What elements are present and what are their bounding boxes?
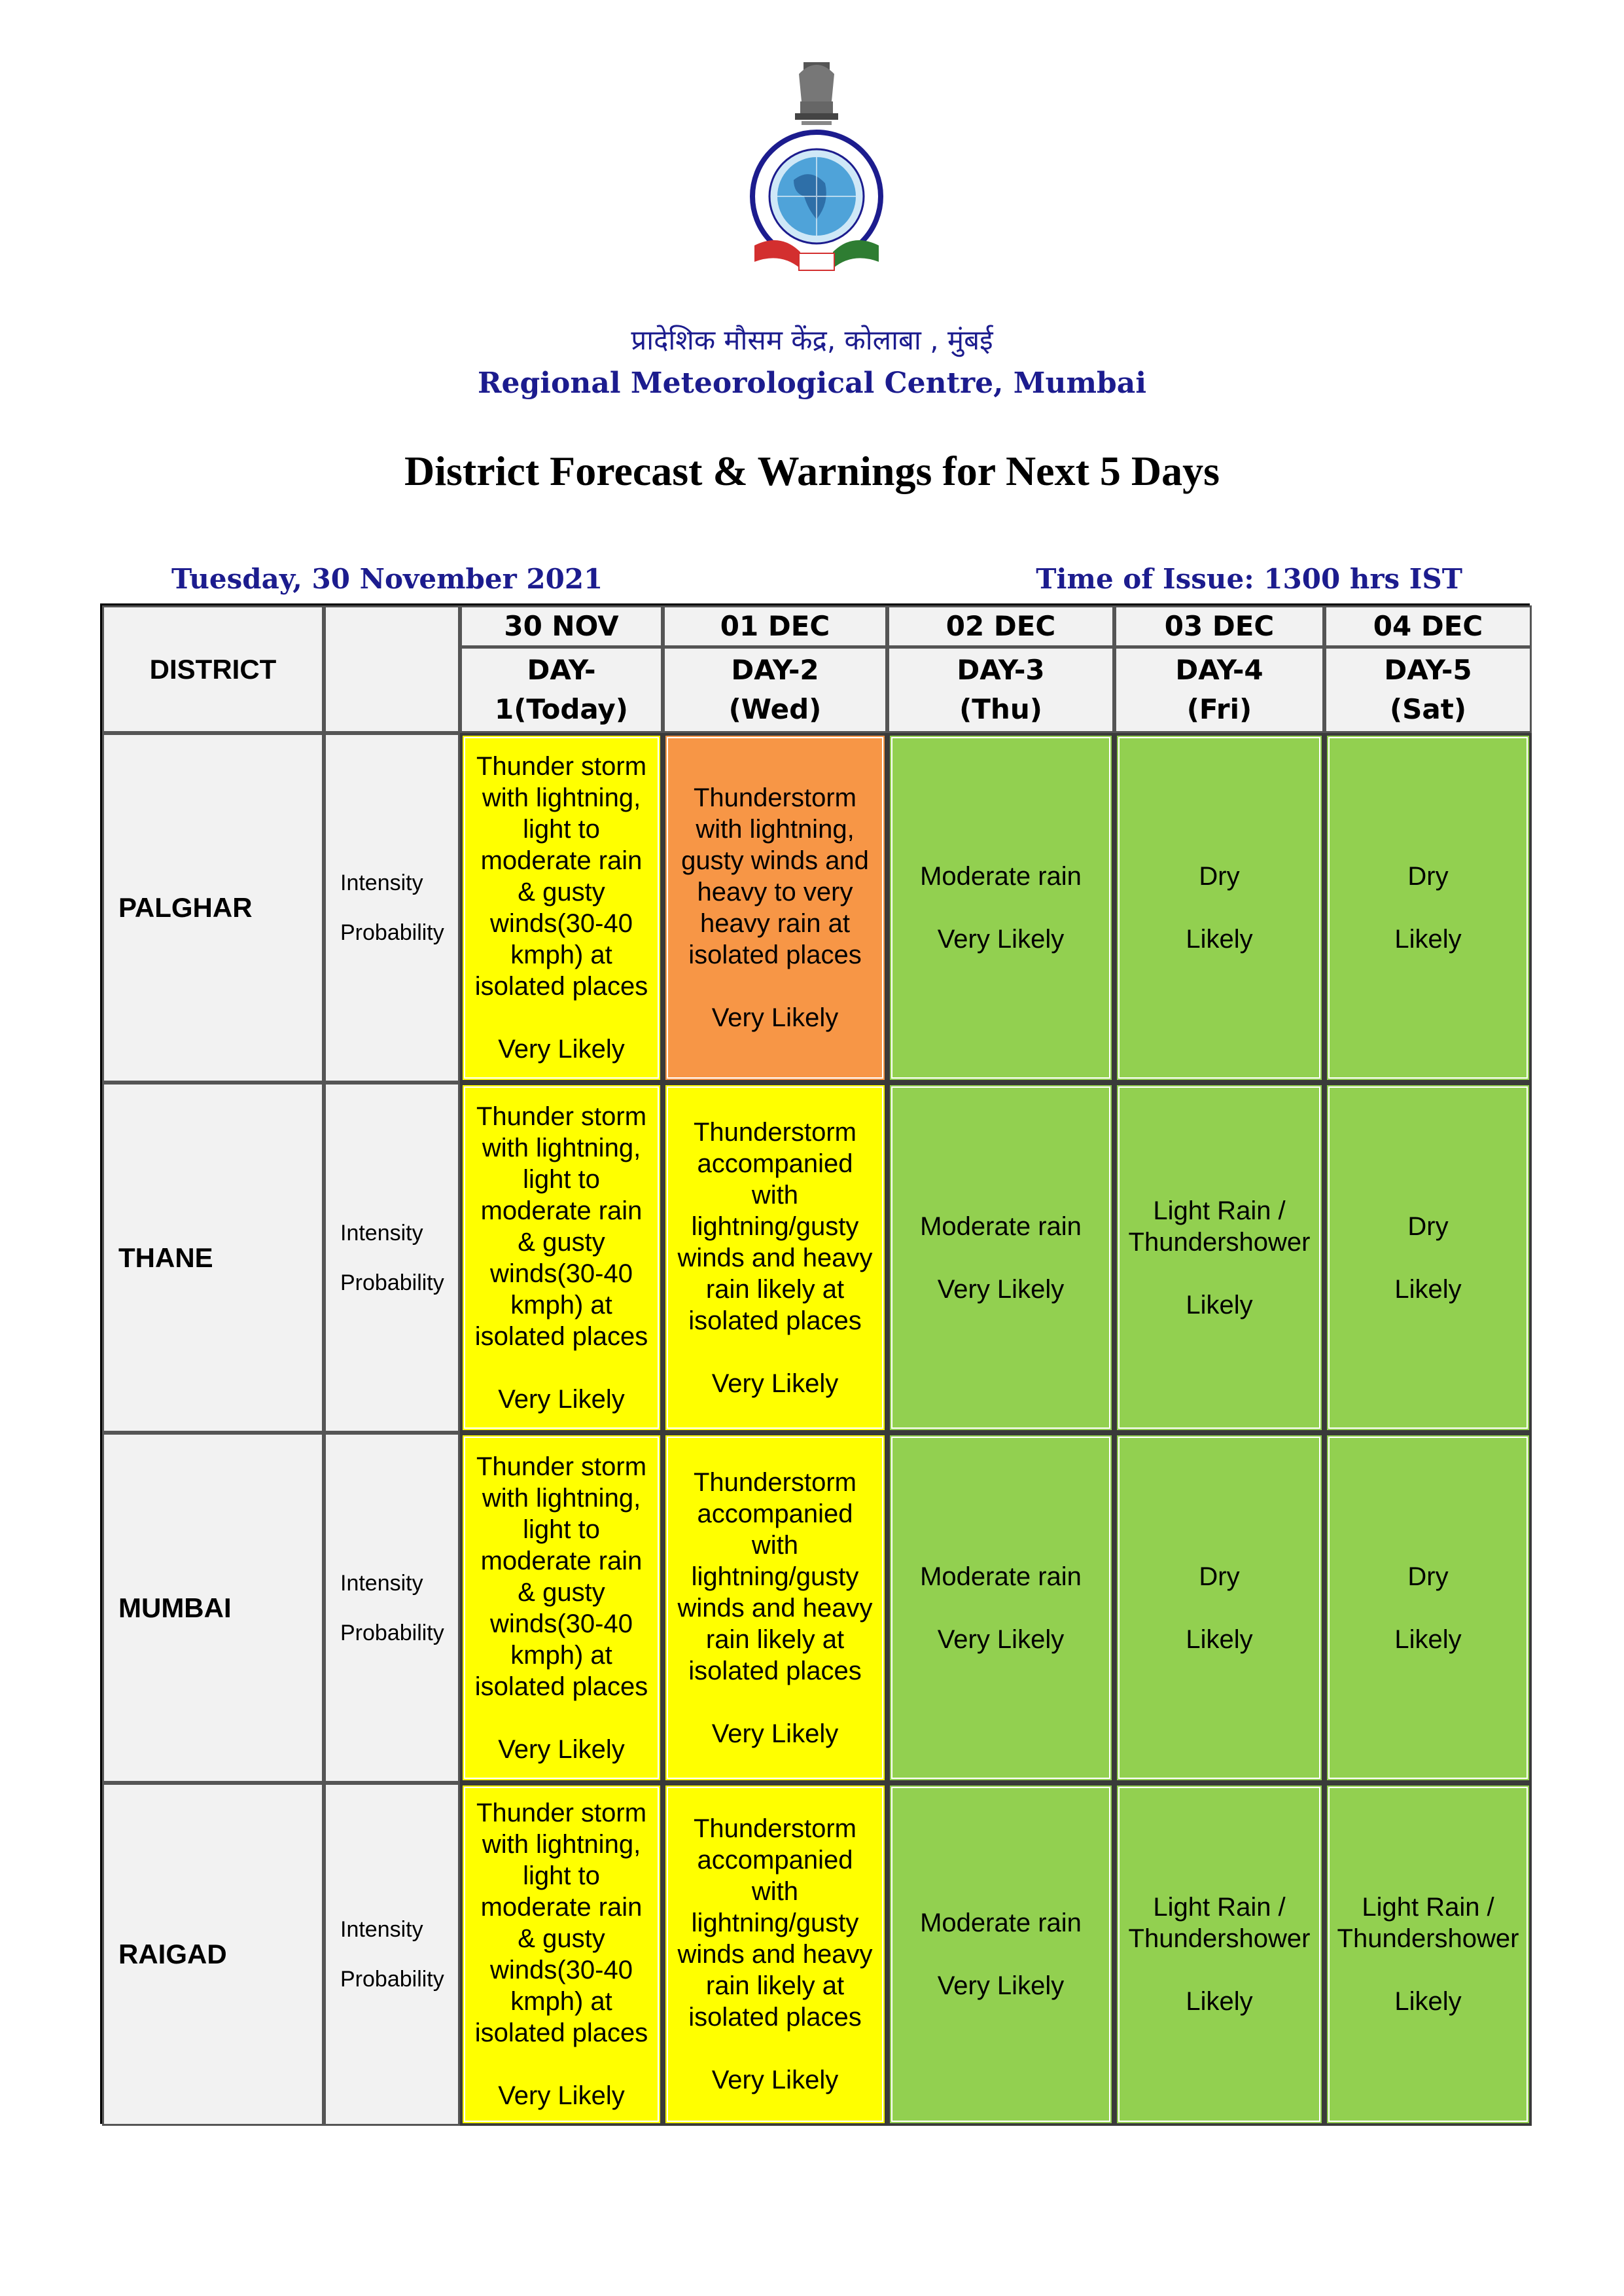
issue-date: Tuesday, 30 November 2021	[171, 563, 603, 595]
intensity-probability-labels	[324, 733, 460, 1083]
day-number: DAY-5	[1384, 654, 1472, 686]
day-date-header	[887, 605, 1114, 647]
forecast-intensity: Thunderstorm accompanied with lightning/gusty winds and heavy rain likely at isolated places	[677, 1814, 873, 2032]
day-date: 03 DEC	[1164, 610, 1275, 642]
forecast-cell	[1114, 1433, 1324, 1783]
district-header-label: DISTRICT	[149, 653, 277, 685]
forecast-intensity: Thunder storm with lightning, light to moderate rain & gusty winds(30-40 kmph) at isolated places	[474, 1102, 648, 1351]
forecast-intensity: Thunder storm with lightning, light to moderate rain & gusty winds(30-40 kmph) at isolated places	[474, 1452, 648, 1701]
forecast-probability: Very Likely	[937, 1274, 1065, 1304]
forecast-intensity: Thunder storm with lightning, light to moderate rain & gusty winds(30-40 kmph) at isolated places	[474, 1799, 648, 2047]
forecast-intensity: Dry	[1199, 1562, 1240, 1591]
day-number: DAY-4	[1175, 654, 1263, 686]
forecast-cell	[887, 1083, 1114, 1433]
forecast-intensity: Moderate rain	[920, 1909, 1082, 1937]
district-name: PALGHAR	[118, 892, 253, 923]
day-date-header	[1324, 605, 1532, 647]
forecast-probability: Very Likely	[498, 1035, 625, 1064]
intensity-probability-labels	[324, 1433, 460, 1783]
forecast-intensity: Dry	[1407, 862, 1449, 891]
forecast-intensity: Light Rain / Thundershower	[1337, 1893, 1519, 1953]
day-date: 30 NOV	[504, 610, 619, 642]
forecast-cell	[460, 1783, 663, 2126]
hindi-title: प्रादेशिक मौसम केंद्र, कोलाबा , मुंबई	[631, 324, 993, 356]
forecast-cell	[1114, 1083, 1324, 1433]
intensity-probability-labels	[324, 1783, 460, 2126]
forecast-cell	[887, 733, 1114, 1083]
forecast-probability: Very Likely	[937, 925, 1065, 954]
probability-label: Probability	[340, 1967, 444, 1992]
day-weekday: (Fri)	[1186, 693, 1252, 725]
blank-header	[324, 605, 460, 733]
forecast-probability: Very Likely	[498, 1734, 625, 1764]
forecast-intensity: Dry	[1407, 1562, 1449, 1591]
day-weekday: (Thu)	[959, 693, 1042, 725]
day-weekday: 1(Today)	[494, 693, 629, 725]
forecast-cell	[1324, 1433, 1532, 1783]
forecast-intensity: Light Rain / Thundershower	[1128, 1196, 1311, 1257]
day-label-header	[663, 647, 887, 733]
forecast-cell	[1324, 1083, 1532, 1433]
forecast-intensity: Moderate rain	[920, 1562, 1082, 1591]
forecast-intensity: Thunderstorm accompanied with lightning/gusty winds and heavy rain likely at isolated places	[677, 1467, 873, 1685]
forecast-probability: Very Likely	[498, 1384, 625, 1414]
day-date-header	[1114, 605, 1324, 647]
forecast-probability: Likely	[1186, 925, 1253, 954]
forecast-table	[100, 603, 1530, 2124]
forecast-cell	[887, 1783, 1114, 2126]
probability-label: Probability	[340, 1620, 444, 1645]
forecast-intensity: Dry	[1407, 1211, 1449, 1241]
day-date: 01 DEC	[720, 610, 830, 642]
forecast-cell	[1324, 1783, 1532, 2126]
day-date-header	[460, 605, 663, 647]
forecast-intensity: Dry	[1199, 862, 1240, 891]
forecast-probability: Likely	[1186, 1624, 1253, 1654]
forecast-cell	[460, 1433, 663, 1783]
forecast-probability: Likely	[1186, 1987, 1253, 2016]
forecast-cell	[1114, 733, 1324, 1083]
day-weekday: (Sat)	[1389, 693, 1467, 725]
forecast-probability: Likely	[1394, 1987, 1462, 2016]
probability-label: Probability	[340, 1270, 444, 1295]
intensity-probability-labels	[324, 1083, 460, 1433]
day-date-header	[663, 605, 887, 647]
district-name: RAIGAD	[118, 1939, 227, 1969]
forecast-intensity: Moderate rain	[920, 1211, 1082, 1241]
forecast-probability: Very Likely	[711, 1003, 839, 1032]
forecast-probability: Likely	[1394, 1624, 1462, 1654]
district-name: THANE	[118, 1242, 213, 1273]
district-cell	[102, 1083, 324, 1433]
forecast-cell	[663, 1433, 887, 1783]
district-cell	[102, 1783, 324, 2126]
forecast-probability: Likely	[1394, 1274, 1462, 1304]
forecast-intensity: Thunderstorm with lightning, gusty winds and heavy to very heavy rain at isolated places	[681, 783, 869, 969]
day-label-header	[1324, 647, 1532, 733]
forecast-cell	[663, 1083, 887, 1433]
issue-time: Time of Issue: 1300 hrs IST	[1036, 563, 1462, 595]
imd-emblem-logo	[748, 56, 885, 281]
forecast-cell	[1324, 733, 1532, 1083]
intensity-label: Intensity	[340, 1220, 423, 1246]
intensity-label: Intensity	[340, 1917, 423, 1942]
forecast-probability: Very Likely	[937, 1624, 1065, 1654]
org-name: Regional Meteorological Centre, Mumbai	[477, 367, 1147, 400]
day-weekday: (Wed)	[728, 693, 822, 725]
district-cell	[102, 733, 324, 1083]
forecast-cell	[663, 733, 887, 1083]
day-label-header	[460, 647, 663, 733]
forecast-probability: Very Likely	[711, 1369, 839, 1398]
forecast-intensity: Moderate rain	[920, 862, 1082, 891]
forecast-probability: Very Likely	[711, 2066, 839, 2094]
day-date: 02 DEC	[945, 610, 1056, 642]
forecast-probability: Very Likely	[498, 2081, 625, 2110]
forecast-cell	[887, 1433, 1114, 1783]
forecast-cell	[663, 1783, 887, 2126]
day-date: 04 DEC	[1373, 610, 1483, 642]
forecast-cell	[460, 733, 663, 1083]
forecast-intensity: Light Rain / Thundershower	[1128, 1893, 1311, 1953]
forecast-probability: Likely	[1186, 1290, 1253, 1319]
day-number: DAY-3	[957, 654, 1045, 686]
intensity-label: Intensity	[340, 1570, 423, 1596]
district-header	[102, 605, 324, 733]
forecast-probability: Likely	[1394, 925, 1462, 954]
day-label-header	[887, 647, 1114, 733]
forecast-probability: Very Likely	[937, 1971, 1065, 2000]
day-number: DAY-	[527, 654, 596, 686]
district-name: MUMBAI	[118, 1592, 232, 1623]
intensity-label: Intensity	[340, 870, 423, 895]
forecast-intensity: Thunder storm with lightning, light to moderate rain & gusty winds(30-40 kmph) at isolated places	[474, 752, 648, 1001]
forecast-cell	[460, 1083, 663, 1433]
probability-label: Probability	[340, 920, 444, 945]
forecast-intensity: Thunderstorm accompanied with lightning/gusty winds and heavy rain likely at isolated places	[677, 1117, 873, 1335]
district-cell	[102, 1433, 324, 1783]
day-number: DAY-2	[731, 654, 819, 686]
page-title: District Forecast & Warnings for Next 5 Days	[404, 448, 1220, 494]
forecast-probability: Very Likely	[711, 1719, 839, 1748]
day-label-header	[1114, 647, 1324, 733]
forecast-cell	[1114, 1783, 1324, 2126]
